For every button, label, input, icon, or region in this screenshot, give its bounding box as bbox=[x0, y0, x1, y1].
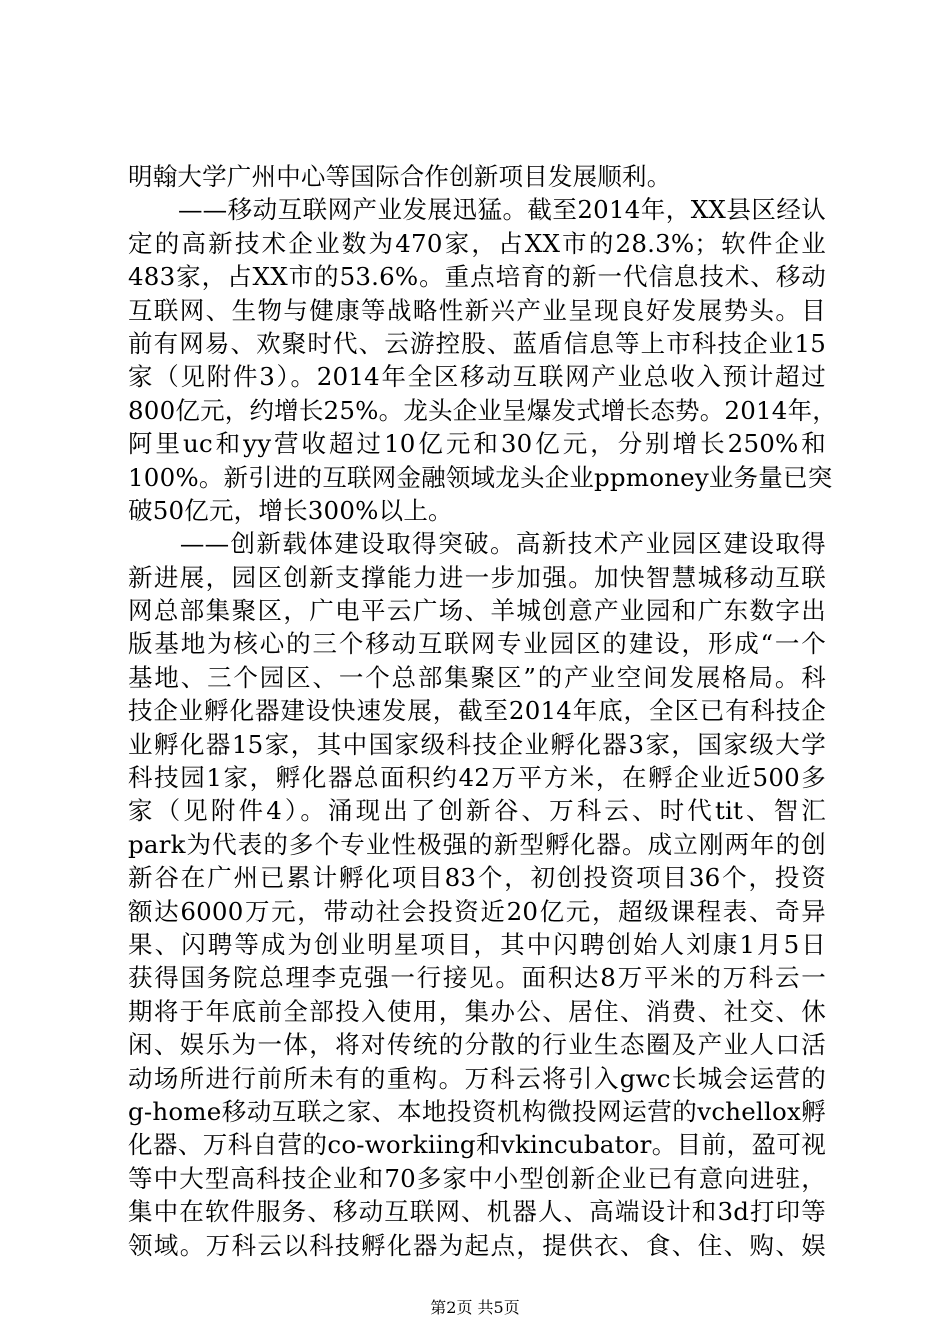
text-line: 800亿元，约增长25%。龙头企业呈爆发式增长态势。2014年， bbox=[128, 395, 837, 425]
text-line: 科技园1家，孵化器总面积约42万平方米，在孵企业近500多 bbox=[128, 763, 826, 793]
text-line: 业孵化器15家，其中国家级科技企业孵化器3家，国家级大学 bbox=[128, 729, 826, 759]
text-line: 果、闪聘等成为创业明星项目，其中闪聘创始人刘康1月5日 bbox=[128, 929, 826, 959]
text-line: ——移动互联网产业发展迅猛。截至2014年，XX县区经认 bbox=[128, 195, 826, 225]
text-line: 定的高新技术企业数为470家，占XX市的28.3%；软件企业 bbox=[128, 228, 826, 258]
text-line: park为代表的多个专业性极强的新型孵化器。成立刚两年的创 bbox=[128, 829, 826, 859]
text-line: g-home移动互联之家、本地投资机构微投网运营的vchellox孵 bbox=[128, 1096, 826, 1126]
text-line: 技企业孵化器建设快速发展，截至2014年底，全区已有科技企 bbox=[128, 696, 826, 726]
text-line: 前有网易、欢聚时代、云游控股、蓝盾信息等上市科技企业15 bbox=[128, 328, 826, 358]
text-line: 动场所进行前所未有的重构。万科云将引入gwc长城会运营的 bbox=[128, 1063, 826, 1093]
text-line: 100%。新引进的互联网金融领域龙头企业ppmoney业务量已突 bbox=[128, 462, 833, 492]
text-line: 新进展，园区创新支撑能力进一步加强。加快智慧城移动互联 bbox=[128, 562, 826, 592]
text-line: 版基地为核心的三个移动互联网专业园区的建设，形成“一个 bbox=[128, 629, 826, 659]
text-line: 获得国务院总理李克强一行接见。面积达8万平米的万科云一 bbox=[128, 963, 826, 993]
text-line: 家（见附件4）。涌现出了创新谷、万科云、时代tit、智汇 bbox=[128, 796, 826, 826]
text-line: 明翰大学广州中心等国际合作创新项目发展顺利。 bbox=[128, 162, 672, 191]
text-line: 基地、三个园区、一个总部集聚区”的产业空间发展格局。科 bbox=[128, 662, 826, 692]
page-number-footer: 第2页 共5页 bbox=[430, 1298, 520, 1317]
text-line: 化器、万科自营的co-workiing和vkincubator。目前，盈可视 bbox=[128, 1130, 826, 1160]
text-line: ——创新载体建设取得突破。高新技术产业园区建设取得 bbox=[128, 529, 826, 559]
text-line: 破50亿元，增长300%以上。 bbox=[128, 495, 453, 525]
text-line: 阿里uc和yy营收超过10亿元和30亿元，分别增长250%和 bbox=[128, 429, 826, 459]
text-line: 483家，占XX市的53.6%。重点培育的新一代信息技术、移动 bbox=[128, 262, 826, 292]
text-line: 新谷在广州已累计孵化项目83个，初创投资项目36个，投资 bbox=[128, 863, 826, 893]
text-line: 闲、娱乐为一体，将对传统的分散的行业生态圈及产业人口活 bbox=[128, 1030, 826, 1060]
text-line: 额达6000万元，带动社会投资近20亿元，超级课程表、奇异 bbox=[128, 896, 826, 926]
text-line: 期将于年底前全部投入使用，集办公、居住、消费、社交、休 bbox=[128, 996, 826, 1026]
text-line: 等中大型高科技企业和70多家中小型创新企业已有意向进驻， bbox=[128, 1163, 826, 1193]
text-line: 网总部集聚区，广电平云广场、羊城创意产业园和广东数字出 bbox=[128, 596, 826, 626]
body-text bbox=[128, 160, 837, 1262]
text-line: 互联网、生物与健康等战略性新兴产业呈现良好发展势头。目 bbox=[128, 295, 826, 325]
text-line: 集中在软件服务、移动互联网、机器人、高端设计和3d打印等 bbox=[128, 1197, 826, 1227]
text-line: 家（见附件3）。2014年全区移动互联网产业总收入预计超过 bbox=[128, 362, 826, 392]
text-line: 领域。万科云以科技孵化器为起点，提供衣、食、住、购、娱 bbox=[128, 1230, 826, 1260]
